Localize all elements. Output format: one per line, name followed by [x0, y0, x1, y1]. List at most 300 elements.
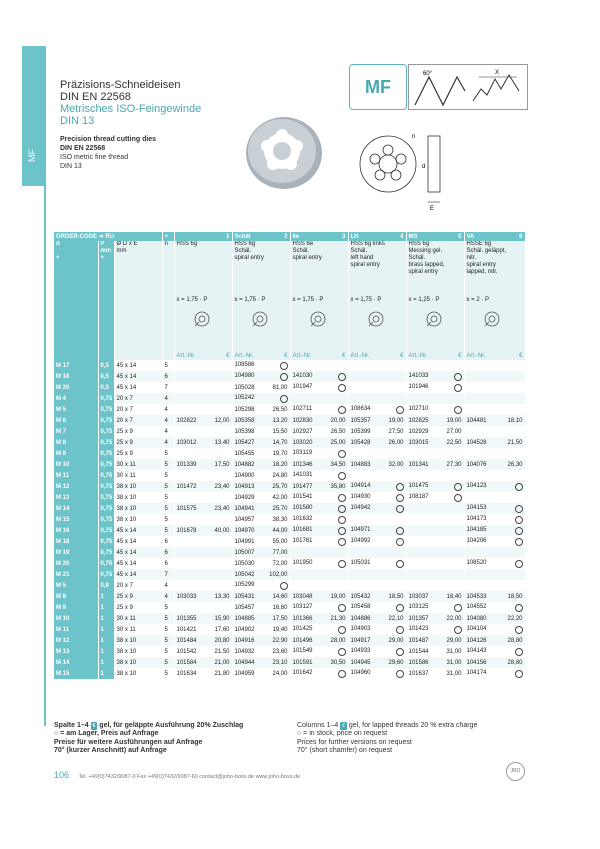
table-row [54, 415, 525, 426]
cell-col-5: 102825 19,00 [406, 415, 464, 426]
cell-col-2: 104885 17,50 [232, 613, 290, 624]
cell-col-6 [464, 492, 525, 503]
cell-col-2: 105042 102,00 [232, 569, 290, 580]
cell-col-6 [464, 404, 525, 415]
table-row [54, 536, 525, 547]
table-row [54, 360, 525, 371]
cell-col-2: 104916 22,90 [232, 635, 290, 646]
cell-col-4 [348, 547, 406, 558]
in-stock-icon [515, 516, 523, 524]
cell-p: 0,75 [98, 558, 114, 569]
cell-dxe: 20 x 7 [114, 580, 162, 591]
cell-d: M 8 [54, 437, 98, 448]
col-head-3: 6e 3 [290, 232, 348, 241]
cell-n: 5 [162, 481, 174, 492]
cell-col-6 [464, 371, 525, 382]
sub-col-2: HSS 6g Schäl. spiral entry x = 1,75 · P [232, 241, 290, 351]
cell-p: 0,75 [98, 415, 114, 426]
cell-p: 0,75 [98, 404, 114, 415]
cell-col-4 [348, 580, 406, 591]
in-stock-icon [515, 483, 523, 491]
cell-col-4: 108634 [348, 404, 406, 415]
cell-col-6 [464, 426, 525, 437]
table-row [54, 382, 525, 393]
cell-dxe: 25 x 9 [114, 437, 162, 448]
in-stock-icon [515, 670, 523, 678]
table-row [54, 426, 525, 437]
cell-col-5: 101423 [406, 624, 464, 635]
cell-col-1: 101575 23,40 [174, 503, 232, 514]
cell-col-5 [406, 558, 464, 569]
cell-col-3: 101632 [290, 514, 348, 525]
table-row [54, 437, 525, 448]
cell-col-5: 103015 22,50 [406, 437, 464, 448]
cell-d: M 13 [54, 646, 98, 657]
in-stock-icon [338, 604, 346, 612]
cell-col-3: 141030 [290, 371, 348, 382]
cell-col-3: 101642 [290, 668, 348, 679]
cell-p: 1 [98, 613, 114, 624]
cell-col-2: 104900 24,80 [232, 470, 290, 481]
cell-d: M 5 [54, 404, 98, 415]
cell-p: 0,75 [98, 503, 114, 514]
cell-col-5: 102929 27,00 [406, 426, 464, 437]
cell-col-4 [348, 470, 406, 481]
cell-col-5: 101487 29,00 [406, 635, 464, 646]
in-stock-icon [338, 472, 346, 480]
cell-col-6 [464, 382, 525, 393]
cell-n: 5 [162, 360, 174, 371]
cell-col-6: 104552 [464, 602, 525, 613]
cell-d: M 10 [54, 459, 98, 470]
in-stock-icon [454, 373, 462, 381]
cell-n: 5 [162, 459, 174, 470]
table-row [54, 503, 525, 514]
cell-p: 0,9 [98, 580, 114, 591]
cell-col-2: 105358 13,20 [232, 415, 290, 426]
cell-col-6: 104481 18,10 [464, 415, 525, 426]
page-number: 106 [54, 770, 70, 780]
in-stock-icon [338, 527, 346, 535]
cell-n: 5 [162, 646, 174, 657]
cell-p: 1 [98, 646, 114, 657]
cell-col-3: 101477 35,80 [290, 481, 348, 492]
cell-p: 0,5 [98, 371, 114, 382]
cell-n: 7 [162, 382, 174, 393]
cell-col-1: 101472 23,40 [174, 481, 232, 492]
cell-col-3: 101761 [290, 536, 348, 547]
cell-d: M 18 [54, 536, 98, 547]
cell-d: M 12 [54, 481, 98, 492]
cell-dxe: 38 x 10 [114, 657, 162, 668]
cell-col-2: 105007 77,00 [232, 547, 290, 558]
in-stock-icon [280, 395, 288, 403]
cell-d: M 15 [54, 514, 98, 525]
cell-col-1 [174, 514, 232, 525]
in-stock-icon [280, 582, 288, 590]
cell-p: 0,75 [98, 393, 114, 404]
sub-col-4: HSS 6g links Schäl. left hand spiral entry x = 1,75 · P [348, 241, 406, 351]
title-iso-2: DIN 13 [60, 115, 95, 127]
cell-col-5 [406, 393, 464, 404]
cell-col-2: 105299 [232, 580, 290, 591]
cell-dxe: 45 x 14 [114, 525, 162, 536]
cell-p: 1 [98, 657, 114, 668]
table-row [54, 371, 525, 382]
cell-dxe: 30 x 11 [114, 624, 162, 635]
cell-col-3: 103020 25,00 [290, 437, 348, 448]
cell-dxe: 45 x 14 [114, 569, 162, 580]
drawing-e: E [430, 206, 435, 212]
in-stock-icon [515, 648, 523, 656]
in-stock-icon [454, 384, 462, 392]
cell-col-4 [348, 360, 406, 371]
cell-d: M 10 [54, 613, 98, 624]
cell-d: M 5 [54, 580, 98, 591]
cell-col-2: 105427 14,70 [232, 437, 290, 448]
cell-dxe: 45 x 14 [114, 371, 162, 382]
cell-col-1 [174, 360, 232, 371]
cell-dxe: 20 x 7 [114, 404, 162, 415]
cell-col-2: 105431 14,60 [232, 591, 290, 602]
cell-col-1: 102822 12,00 [174, 415, 232, 426]
cell-col-5 [406, 360, 464, 371]
cell-col-6: 104076 26,30 [464, 459, 525, 470]
in-stock-icon [396, 648, 404, 656]
cell-col-6 [464, 569, 525, 580]
in-stock-icon [396, 538, 404, 546]
cell-col-2: 104913 25,70 [232, 481, 290, 492]
cell-col-2: 105457 16,60 [232, 602, 290, 613]
cell-col-1 [174, 569, 232, 580]
cell-col-5 [406, 536, 464, 547]
in-stock-icon [515, 604, 523, 612]
cell-n: 5 [162, 448, 174, 459]
cell-d: M 6 [54, 415, 98, 426]
cell-dxe: 30 x 11 [114, 613, 162, 624]
cell-col-3: 101950 [290, 558, 348, 569]
cell-col-1: 103012 13,40 [174, 437, 232, 448]
table-row [54, 492, 525, 503]
in-stock-icon [396, 560, 404, 568]
cell-col-3: 102830 20,00 [290, 415, 348, 426]
cell-col-6: 104528 21,50 [464, 437, 525, 448]
cell-col-5: 101357 22,00 [406, 613, 464, 624]
cell-col-4: 104992 [348, 536, 406, 547]
cell-col-2: 105455 19,70 [232, 448, 290, 459]
table-row [54, 591, 525, 602]
table-row [54, 569, 525, 580]
art-head-4: Art.-Nr. € [348, 351, 406, 360]
cell-dxe: 45 x 14 [114, 547, 162, 558]
cell-dxe: 38 x 10 [114, 668, 162, 679]
in-stock-icon [396, 483, 404, 491]
col-head-2: Schäl 2 [232, 232, 290, 241]
cutting-symbol-icon [467, 304, 523, 331]
table-row [54, 635, 525, 646]
cell-dxe: 20 x 7 [114, 393, 162, 404]
sub-col-6: HSSE 6g Schäl. geläppt, nitr. spiral entry lapped, nitr. x = 2 · P [464, 241, 525, 351]
art-head-2: Art.-Nr. € [232, 351, 290, 360]
cell-col-1 [174, 602, 232, 613]
cell-col-4: 104930 [348, 492, 406, 503]
drawing-d: d [422, 164, 426, 170]
footer [54, 770, 300, 780]
cell-col-2: 105028 81,00 [232, 382, 290, 393]
cell-d: M 17 [54, 360, 98, 371]
cell-col-1 [174, 536, 232, 547]
in-stock-icon [396, 494, 404, 502]
cell-p: 0,75 [98, 514, 114, 525]
cell-n: 4 [162, 580, 174, 591]
title-iso-1: Metrisches ISO-Feingewinde [60, 103, 202, 115]
cell-p: 1 [98, 668, 114, 679]
title-en-3: ISO metric fine thread [60, 154, 129, 161]
art-head-5: Art.-Nr. € [406, 351, 464, 360]
table-header [54, 232, 525, 241]
cell-dxe: 38 x 10 [114, 635, 162, 646]
sub-d: d + [54, 241, 98, 351]
cell-col-6: 104156 28,80 [464, 657, 525, 668]
order-plus: + [162, 232, 174, 241]
cell-col-2: 104941 25,70 [232, 503, 290, 514]
cell-p: 0,75 [98, 536, 114, 547]
cell-n: 5 [162, 492, 174, 503]
cell-col-1: 101634 21,80 [174, 668, 232, 679]
cell-col-6: 104173 [464, 514, 525, 525]
title-de-2: DIN EN 22568 [60, 91, 131, 103]
col-head-6: VA 6 [464, 232, 525, 241]
cell-col-2: 104932 23,60 [232, 646, 290, 657]
in-stock-icon [454, 483, 462, 491]
cell-n: 4 [162, 393, 174, 404]
cell-p: 0,75 [98, 569, 114, 580]
cell-col-2: 104991 55,00 [232, 536, 290, 547]
col-head-1: 1 [174, 232, 232, 241]
cell-col-5: 101637 31,00 [406, 668, 464, 679]
company-logo: JBO [506, 762, 525, 781]
cell-p: 1 [98, 635, 114, 646]
title-block [60, 79, 201, 171]
cell-d: M 20 [54, 558, 98, 569]
cell-col-1 [174, 382, 232, 393]
in-stock-icon [396, 604, 404, 612]
cell-col-2: 104902 19,40 [232, 624, 290, 635]
cell-col-5: 101544 31,00 [406, 646, 464, 657]
table-row [54, 525, 525, 536]
cell-col-1 [174, 470, 232, 481]
cell-p: 1 [98, 624, 114, 635]
cell-d: M 9 [54, 448, 98, 459]
cell-col-4 [348, 382, 406, 393]
cell-dxe: 20 x 7 [114, 415, 162, 426]
cell-col-3: 102711 [290, 404, 348, 415]
euro-chip: € [92, 723, 96, 729]
in-stock-icon [515, 505, 523, 513]
cell-col-2: 104959 24,00 [232, 668, 290, 679]
in-stock-icon [515, 527, 523, 535]
table-row [54, 646, 525, 657]
cell-col-2: 105298 26,50 [232, 404, 290, 415]
thread-profile-diagram [408, 64, 528, 110]
cell-col-2: 104882 18,20 [232, 459, 290, 470]
cell-col-5: 103125 [406, 602, 464, 613]
in-stock-icon [338, 450, 346, 458]
cell-col-5 [406, 547, 464, 558]
sub-n: n [162, 241, 174, 351]
cell-p: 1 [98, 591, 114, 602]
cell-col-6: 104123 [464, 481, 525, 492]
cell-col-3: 101549 [290, 646, 348, 657]
cell-dxe: 25 x 9 [114, 448, 162, 459]
sub-p: P mm + [98, 241, 114, 351]
cell-col-3: 141031 [290, 470, 348, 481]
table-row [54, 481, 525, 492]
cell-col-5: 101946 [406, 382, 464, 393]
cell-col-5: 101586 31,00 [406, 657, 464, 668]
table-row [54, 404, 525, 415]
sub-col-1: HSS 6g x = 1,75 · P [174, 241, 232, 351]
cell-col-4: 104903 [348, 624, 406, 635]
in-stock-icon [396, 527, 404, 535]
cell-col-1 [174, 558, 232, 569]
sub-col-3: HSS 6e Schäl. spiral entry x = 1,75 · P [290, 241, 348, 351]
cell-col-6: 104185 [464, 525, 525, 536]
cell-col-6 [464, 547, 525, 558]
cell-n: 5 [162, 470, 174, 481]
cell-n: 4 [162, 437, 174, 448]
cell-p: 0,75 [98, 470, 114, 481]
cell-col-1: 103033 13,30 [174, 591, 232, 602]
cell-col-1: 101355 15,90 [174, 613, 232, 624]
cell-col-4: 104917 29,00 [348, 635, 406, 646]
table-row [54, 558, 525, 569]
cell-p: 0,75 [98, 437, 114, 448]
cell-col-5 [406, 503, 464, 514]
side-tab [22, 46, 46, 186]
table-row [54, 393, 525, 404]
cell-n: 5 [162, 624, 174, 635]
cell-col-4: 105428 26,00 [348, 437, 406, 448]
cell-col-6 [464, 448, 525, 459]
in-stock-icon [454, 406, 462, 414]
cell-col-2: 104970 44,00 [232, 525, 290, 536]
cell-d: M 16 [54, 525, 98, 536]
cell-col-4: 105458 [348, 602, 406, 613]
cell-col-6 [464, 580, 525, 591]
profile-angle: 60° [423, 71, 433, 77]
cell-col-1: 101484 20,80 [174, 635, 232, 646]
in-stock-icon [338, 560, 346, 568]
cell-col-6: 104174 [464, 668, 525, 679]
cell-col-1 [174, 547, 232, 558]
side-rule [44, 186, 46, 726]
cell-dxe: 25 x 9 [114, 591, 162, 602]
cell-col-3: 101496 28,00 [290, 635, 348, 646]
cutting-symbol-icon [351, 304, 404, 331]
table-row [54, 547, 525, 558]
in-stock-icon [396, 670, 404, 678]
table-row [54, 657, 525, 668]
in-stock-icon [338, 505, 346, 513]
cell-col-2: 104944 23,10 [232, 657, 290, 668]
cell-dxe: 25 x 9 [114, 602, 162, 613]
cell-n: 4 [162, 591, 174, 602]
product-table [54, 232, 526, 679]
table-row [54, 668, 525, 679]
in-stock-icon [338, 626, 346, 634]
cell-dxe: 30 x 11 [114, 459, 162, 470]
cell-col-6: 104533 18,50 [464, 591, 525, 602]
cell-col-3: 101591 30,50 [290, 657, 348, 668]
in-stock-icon [454, 494, 462, 502]
in-stock-icon [515, 560, 523, 568]
cell-col-5 [406, 470, 464, 481]
cutting-symbol-icon [235, 304, 288, 331]
cell-col-5: 102710 [406, 404, 464, 415]
cell-p: 0,75 [98, 459, 114, 470]
cell-d: M 21 [54, 569, 98, 580]
cell-col-5: 108187 [406, 492, 464, 503]
cell-col-1: 101542 21,50 [174, 646, 232, 657]
cell-n: 5 [162, 602, 174, 613]
die-drawing [358, 128, 468, 220]
cell-col-4: 104886 22,10 [348, 613, 406, 624]
cell-col-1 [174, 393, 232, 404]
table-row [54, 470, 525, 481]
cell-col-6 [464, 393, 525, 404]
order-code: ORDER-CODE ➔ RU [54, 232, 162, 241]
notes-en: Columns 1–4 € gel, for lapped threads 20 % extra charge ○ = in stock, price on request Prices for further versions on request 70° (short chamfer) on request [297, 722, 478, 755]
cell-p: 0,5 [98, 382, 114, 393]
cell-col-3: 101346 34,50 [290, 459, 348, 470]
cell-col-5 [406, 569, 464, 580]
cell-d: M 18 [54, 371, 98, 382]
table-row [54, 514, 525, 525]
cell-col-1: 101421 17,60 [174, 624, 232, 635]
cell-col-6 [464, 360, 525, 371]
cell-col-6: 104126 28,80 [464, 635, 525, 646]
cell-col-5: 103037 18,40 [406, 591, 464, 602]
cell-p: 0,75 [98, 525, 114, 536]
cell-d: M 8 [54, 591, 98, 602]
cell-col-2: 104980 [232, 371, 290, 382]
cell-p: 0,75 [98, 492, 114, 503]
cell-col-6: 104143 [464, 646, 525, 657]
cell-n: 5 [162, 657, 174, 668]
cell-col-6: 104104 [464, 624, 525, 635]
cell-n: 5 [162, 514, 174, 525]
cell-col-6 [464, 470, 525, 481]
die-photo [238, 113, 326, 191]
in-stock-icon [280, 362, 288, 370]
sub-col-5: HSS 6g Messing gel. Schäl. brass lapped, spiral entry x = 1,25 · P [406, 241, 464, 351]
in-stock-icon [338, 494, 346, 502]
cell-d: M 13 [54, 492, 98, 503]
cell-col-1 [174, 426, 232, 437]
table-row [54, 459, 525, 470]
thread-profile-icon [409, 65, 527, 109]
cell-col-3 [290, 547, 348, 558]
profile-x: X [495, 70, 500, 76]
cell-col-1: 101339 17,50 [174, 459, 232, 470]
cell-col-3: 101541 [290, 492, 348, 503]
cell-col-3 [290, 580, 348, 591]
side-tab-label: MF [27, 149, 37, 162]
cell-col-4 [348, 514, 406, 525]
cell-d: M 19 [54, 547, 98, 558]
cell-p: 0,5 [98, 360, 114, 371]
